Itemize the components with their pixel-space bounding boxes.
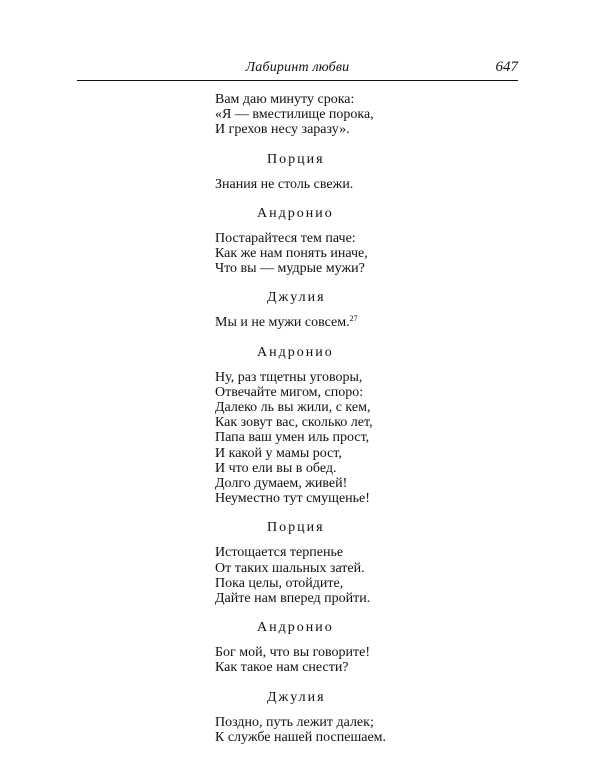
verse-line: Папа ваш умен иль прост, bbox=[215, 430, 370, 446]
verse-line: Знания не столь свежи. bbox=[215, 176, 354, 192]
verse-line: И какой у мамы рост, bbox=[215, 445, 342, 461]
verse-line: Истощается терпенье bbox=[215, 545, 344, 561]
speaker-name: Джулия bbox=[267, 290, 326, 306]
verse-line: И что ели вы в обед. bbox=[215, 460, 337, 476]
verse-line: Отвечайте мигом, споро: bbox=[215, 384, 364, 400]
speech bbox=[215, 290, 465, 330]
speech bbox=[215, 345, 465, 507]
verse-line: От таких шальных затей. bbox=[215, 560, 365, 576]
speaker-name: Андронио bbox=[257, 205, 334, 221]
speaker-name: Андронио bbox=[257, 620, 334, 636]
speaker-name: Порция bbox=[267, 520, 325, 536]
verse-line: Как такое нам снести? bbox=[215, 660, 349, 676]
speaker-name: Андронио bbox=[257, 344, 334, 360]
verse-line bbox=[215, 315, 465, 330]
verse-line: Постарайтеся тем паче: bbox=[215, 230, 356, 246]
speech bbox=[215, 620, 465, 675]
verse-line: К службе нашей поспешаем. bbox=[215, 729, 387, 745]
running-header bbox=[77, 58, 518, 81]
verse-line: Поздно, путь лежит далек; bbox=[215, 714, 374, 730]
verse-line: Неуместно тут смущенье! bbox=[215, 491, 370, 507]
verse-line: Бог мой, что вы говорите! bbox=[215, 645, 371, 661]
verse-line: Пока целы, отойдите, bbox=[215, 575, 344, 591]
verse-text bbox=[215, 92, 465, 759]
verse-line: Дайте нам вперед пройти. bbox=[215, 591, 371, 607]
speaker-name: Джулия bbox=[267, 689, 326, 705]
verse-line: Что вы — мудрые мужи? bbox=[215, 261, 365, 277]
verse-line: Долго думаем, живей! bbox=[215, 476, 348, 492]
verse-line-text: Мы и не мужи совсем. bbox=[215, 315, 350, 331]
speech bbox=[215, 152, 465, 192]
verse-line: «Я — вместилище порока, bbox=[215, 107, 374, 123]
verse-line: И грехов несу заразу». bbox=[215, 122, 350, 138]
speech bbox=[215, 206, 465, 277]
verse-line: Далеко ль вы жили, с кем, bbox=[215, 400, 371, 416]
footnote-marker[interactable]: 27 bbox=[349, 314, 358, 324]
page-number: 647 bbox=[495, 59, 518, 75]
running-title: Лабиринт любви bbox=[245, 60, 350, 75]
verse-line: Вам даю минуту срока: bbox=[215, 92, 355, 107]
verse-line: Как зовут вас, сколько лет, bbox=[215, 415, 373, 431]
speaker-name: Порция bbox=[267, 151, 325, 167]
speech bbox=[215, 92, 465, 138]
speech bbox=[215, 520, 465, 606]
speech bbox=[215, 690, 465, 745]
verse-line: Ну, раз тщетны уговоры, bbox=[215, 369, 363, 385]
verse-line: Как же нам понять иначе, bbox=[215, 246, 368, 262]
